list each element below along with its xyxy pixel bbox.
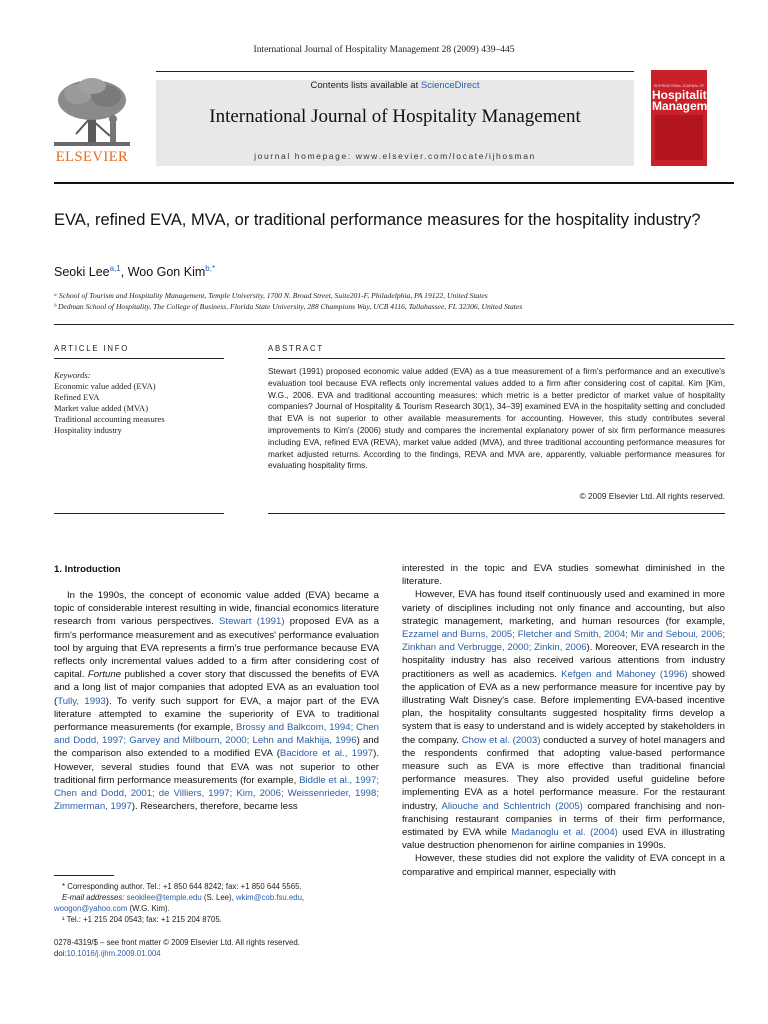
section-heading: 1. Introduction [54, 564, 121, 575]
citation-link[interactable]: Brossy and Balkcom, 1994; Chen and Dodd, 1997; Garvey and Milbourn, 2000; Lehn and Makhija, 1996 [54, 722, 379, 747]
citation-link[interactable]: Kefgen and Mahoney (1996) [561, 668, 688, 680]
abstract-end-rule [268, 513, 725, 514]
keyword: Market value added (MVA) [54, 403, 149, 413]
right-column [402, 562, 725, 879]
keywords-end-rule [54, 513, 224, 514]
email-link[interactable]: wkim@cob.fsu.edu [235, 893, 302, 902]
email-footnote-cont [54, 903, 384, 914]
text-run: showed the application of EVA as a new performance measure for incentive pay by illustrating Walt Disney's case. Before implementing EVA-based incentive plan, the hospitality consultants suggested hospitality firms develop a system that is easy to understand and is widely accepted by stakeholders in the company. [402, 668, 725, 746]
journal-homepage[interactable]: journal homepage: www.elsevier.com/locate/ijhosman [254, 151, 536, 161]
citation-link[interactable]: Tully, 1993 [57, 695, 106, 707]
email-owner: (S. Lee), [201, 893, 236, 902]
author-affiliation-mark[interactable]: b,* [205, 264, 216, 273]
contents-prefix: Contents lists available at [310, 80, 421, 91]
masthead-rule [54, 182, 734, 184]
citation-link[interactable]: Stewart (1991) [219, 616, 285, 628]
paragraph [402, 852, 725, 878]
author-affiliation-mark[interactable]: a,1 [109, 264, 121, 273]
journal-title: International Journal of Hospitality Management [209, 106, 581, 127]
text-run: compared franchising and non-franchising restaurant companies in terms of their firm performance, estimated by EVA while [402, 800, 725, 839]
text-run: proposed EVA as a firm's performance measurement and as executives' performance evaluation tool by arguing that EVA represents a firm's true performance because EVA reflects only incremental values added to a firm after considering cost of capital. [54, 616, 380, 681]
cover-title: Hospitality Management [652, 88, 726, 113]
email-footnote [54, 892, 384, 903]
email-label: E-mail addresses: [62, 893, 127, 902]
text-run: Fortune [87, 669, 121, 681]
doi-link[interactable]: 10.1016/j.ijhm.2009.01.004 [66, 949, 161, 958]
publisher-wordmark: ELSEVIER [55, 149, 129, 165]
front-matter [54, 937, 384, 959]
footnotes [54, 881, 384, 925]
citation-link[interactable]: Madanoglu et al. (2004) [511, 827, 618, 839]
email-owner: (W.G. Kim). [127, 904, 170, 913]
cover-panel [655, 115, 703, 160]
text-run: conducted a survey of hotel managers and the respondents confirmed that adopting value-based performance measure such as EVA is more effective than traditional financial performance measures. They also provided useful guideline before implementing EVA as a hotel performance measure. For the restaurant industry, [402, 734, 725, 812]
contents-line [156, 80, 634, 91]
text-run: However, these studies did not explore the validity of EVA concept in a comparative and empirical manner, especially with [402, 853, 725, 878]
citation-link[interactable]: Ezzamel and Burns, 2005; Fletcher and Smith, 2004; Mir and Seboui, 2006; Zinkhan and Verbrugge, 2000; Zinkin, 2006 [402, 629, 725, 654]
elsevier-logo [52, 76, 132, 164]
article-info-rule [54, 358, 224, 359]
article-info-heading: ARTICLE INFO [54, 344, 130, 353]
text-run: used EVA in illustrating value destruction phenomenon for airline companies in 1990s. [402, 827, 725, 852]
cover-subtitle: INTERNATIONAL JOURNAL OF [653, 84, 705, 88]
author-name: Woo Gon Kim [127, 265, 206, 280]
keywords-label: Keywords: [54, 370, 91, 380]
left-column [54, 589, 379, 813]
text-run: ). Researchers, therefore, became less [131, 801, 298, 813]
citation-link[interactable]: Biddle et al., 1997; Chen and Dodd, 2001; de Villiers, 1997; Kim, 2006; Weissenrieder, 1998; Zimmerman, 1997 [54, 774, 379, 813]
text-run: However, EVA has found itself continuously used and examined in more variety of disciplines including not only finance and accounting, but also strategic management, marketing, and human resources (for example, [402, 589, 725, 627]
citation-link[interactable]: Bacidore et al., 1997 [279, 748, 374, 760]
keyword: Economic value added (EVA) [54, 381, 156, 391]
top-rule [156, 71, 634, 72]
author-separator: , [120, 265, 128, 280]
doi-prefix: doi: [54, 949, 67, 958]
tree-icon [52, 76, 132, 148]
keyword: Traditional accounting measures [54, 414, 165, 424]
paragraph [402, 588, 725, 852]
author-line [54, 264, 215, 279]
running-head: International Journal of Hospitality Management 28 (2009) 439–445 [253, 45, 515, 55]
text-run: ). Moreover, EVA research in the hospitality industry has also received various attentions from industry practitioners as well as academics. [402, 642, 725, 680]
corresponding-footnote: * Corresponding author. Tel.: +1 850 644 8242; fax: +1 850 644 5565. [62, 882, 302, 891]
keywords-block [54, 370, 224, 436]
phone-footnote: ¹ Tel.: +1 215 204 0543; fax: +1 215 204 8705. [62, 915, 222, 924]
article-title: EVA, refined EVA, MVA, or traditional performance measures for the hospitality industry? [54, 211, 701, 229]
abstract-heading: ABSTRACT [268, 344, 324, 353]
doi-line [54, 948, 384, 959]
text-run: ) and the comparison also extended to a modified EVA ( [54, 735, 379, 760]
text-run: published a cover story that discussed the benefits of EVA and a long list of major companies that adopted EVA as an evaluation tool ( [54, 669, 379, 707]
citation-link[interactable]: Chow et al. (2003) [461, 734, 541, 746]
affiliation-rule [54, 324, 734, 325]
paragraph [402, 562, 725, 588]
text-run: ). However, several studies found that EVA was not superior to other traditional firm performance measurements (for example, [54, 748, 379, 786]
paragraph [54, 589, 379, 813]
affiliation-b: ᵇ Dedman School of Hospitality, The College of Business, Florida State University, 288 Champions Way, UCB 4116, Tallahassee, FL 32306, United States [54, 302, 523, 311]
abstract-text: Stewart (1991) proposed economic value added (EVA) as a true measurement of a firm's performance and an executive's evaluation tool because EVA reflects only incremental values added to a firm after considering cost of capital. Kim [Kim, W.G., 2006. EVA and traditional accounting measures: which metric is a better predictor of market value of hospitality companies? Journal of Hospitality & Tourism Research 30(1), 34–39] examined EVA in the hospitality setting and concluded that EVA is not superior to other available measurements for accounting. However, this study contributes several improvements to Kim's (2006) study and compares the incremental explanatory power of six firm performance measures including EVA, refined EVA (REVA), market value added (MVA), and three traditional accounting performance measures for market adjusted returns. According to the findings, REVA and MVA are, apparently, valuable performance measures for evaluating hospitality firms. [268, 366, 725, 471]
footnote-rule [54, 875, 114, 876]
sciencedirect-link[interactable]: ScienceDirect [420, 80, 480, 91]
text-run: In the 1990s, the concept of economic value added (EVA) became a topic of considerable interest resulting in wide, financial economics literature research from various perspectives. [54, 590, 379, 628]
affiliation-a: ᵃ School of Tourism and Hospitality Management, Temple University, 1700 N. Broad Street, Suite201-F, Philadelphia, PA 19122, United States [54, 291, 488, 300]
email-link[interactable]: woogon@yahoo.com [54, 904, 128, 913]
author-name: Seoki Lee [54, 265, 110, 280]
citation-link[interactable]: Aliouche and Schlentrich (2005) [441, 800, 583, 812]
journal-cover [651, 70, 726, 166]
email-link[interactable]: seokilee@temple.edu [126, 893, 202, 902]
email-separator: , [301, 893, 305, 902]
abstract-rule [268, 358, 725, 359]
text-run: interested in the topic and EVA studies somewhat diminished in the literature. [402, 563, 725, 588]
abstract-copyright: © 2009 Elsevier Ltd. All rights reserved. [579, 491, 725, 501]
keyword: Hospitality industry [54, 425, 122, 435]
issn-line: 0278-4319/$ – see front matter © 2009 Elsevier Ltd. All rights reserved. [54, 938, 300, 947]
keyword: Refined EVA [54, 392, 100, 402]
text-run: ). To verify such support for EVA, a major part of the EVA literature attempted to examine the superiority of EVA to traditional performance measurements (for example, [54, 695, 379, 734]
